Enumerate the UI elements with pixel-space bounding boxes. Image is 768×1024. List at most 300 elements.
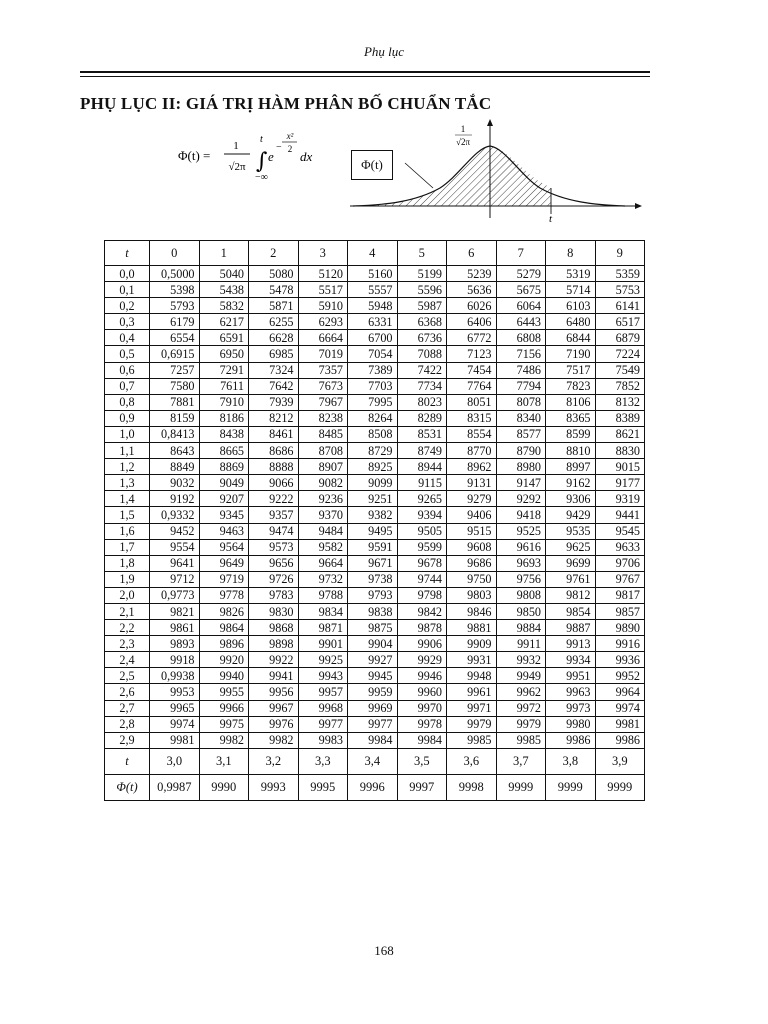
header-col-cell: 0	[150, 241, 200, 266]
table-cell: 5080	[249, 266, 299, 282]
table-cell: 5753	[595, 282, 645, 298]
table-cell: 9898	[249, 636, 299, 652]
row-t-cell: 0,4	[105, 330, 150, 346]
lower-phi-cell: 9997	[397, 774, 447, 800]
table-cell: 9279	[447, 491, 497, 507]
table-cell: 9968	[298, 700, 348, 716]
table-cell: 8849	[150, 459, 200, 475]
lower-t-cell: 3,9	[595, 748, 645, 774]
table-cell: 9066	[249, 475, 299, 491]
table-cell: 9936	[595, 652, 645, 668]
table-cell: 9890	[595, 620, 645, 636]
formula-upper-limit: t	[260, 134, 263, 145]
table-cell: 6844	[546, 330, 596, 346]
table-cell: 8438	[199, 426, 249, 442]
table-cell: 9319	[595, 491, 645, 507]
row-t-cell: 2,8	[105, 716, 150, 732]
table-cell: 9977	[298, 716, 348, 732]
table-cell: 9904	[348, 636, 398, 652]
table-cell: 6331	[348, 314, 398, 330]
row-t-cell: 1,7	[105, 539, 150, 555]
table-cell: 5319	[546, 266, 596, 282]
table-cell: 9767	[595, 571, 645, 587]
table-cell: 9641	[150, 555, 200, 571]
table-cell: 9981	[595, 716, 645, 732]
table-cell: 7852	[595, 378, 645, 394]
table-cell: 9808	[496, 587, 546, 603]
table-cell: 9982	[199, 732, 249, 748]
table-cell: 8790	[496, 443, 546, 459]
table-cell: 7967	[298, 394, 348, 410]
table-cell: 7734	[397, 378, 447, 394]
table-cell: 9857	[595, 603, 645, 619]
table-cell: 5714	[546, 282, 596, 298]
table-cell: 9474	[249, 523, 299, 539]
header-col-cell: 2	[249, 241, 299, 266]
table-cell: 7764	[447, 378, 497, 394]
table-cell: 7939	[249, 394, 299, 410]
table-cell: 6026	[447, 298, 497, 314]
table-cell: 9976	[249, 716, 299, 732]
table-cell: 9868	[249, 620, 299, 636]
table-cell: 8485	[298, 426, 348, 442]
lower-t-cell: 3,3	[298, 748, 348, 774]
row-t-cell: 0,2	[105, 298, 150, 314]
table-cell: 6480	[546, 314, 596, 330]
table-cell: 8365	[546, 410, 596, 426]
table-cell: 9345	[199, 507, 249, 523]
table-cell: 9535	[546, 523, 596, 539]
table-cell: 9649	[199, 555, 249, 571]
table-cell: 9984	[348, 732, 398, 748]
table-cell: 9864	[199, 620, 249, 636]
table-cell: 9940	[199, 668, 249, 684]
table-cell: 8770	[447, 443, 497, 459]
table-cell: 7580	[150, 378, 200, 394]
lower-t-row	[105, 748, 645, 774]
table-cell: 9591	[348, 539, 398, 555]
formula-frac-num: 1	[233, 140, 239, 152]
formula-exp-sign: −	[276, 142, 282, 153]
lower-t-cell: 3,4	[348, 748, 398, 774]
table-cell: 9834	[298, 603, 348, 619]
table-cell: 6950	[199, 346, 249, 362]
table-cell: 9452	[150, 523, 200, 539]
table-cell: 9505	[397, 523, 447, 539]
table-cell: 8577	[496, 426, 546, 442]
table-cell: 9850	[496, 603, 546, 619]
table-cell: 8869	[199, 459, 249, 475]
table-cell: 6736	[397, 330, 447, 346]
table-cell: 9147	[496, 475, 546, 491]
table-cell: 0,9332	[150, 507, 200, 523]
table-cell: 7995	[348, 394, 398, 410]
lower-t-cell: 3,0	[150, 748, 200, 774]
table-cell: 9842	[397, 603, 447, 619]
table-cell: 6406	[447, 314, 497, 330]
table-cell: 9916	[595, 636, 645, 652]
table-cell: 9979	[496, 716, 546, 732]
table-cell: 5517	[298, 282, 348, 298]
table-cell: 9946	[397, 668, 447, 684]
table-cell: 9893	[150, 636, 200, 652]
lower-phi-cell: 9999	[595, 774, 645, 800]
table-cell: 5438	[199, 282, 249, 298]
header-col-cell: 5	[397, 241, 447, 266]
table-cell: 9984	[397, 732, 447, 748]
table-cell: 8315	[447, 410, 497, 426]
lower-phi-cell: 9999	[546, 774, 596, 800]
table-cell: 6591	[199, 330, 249, 346]
table-cell: 9265	[397, 491, 447, 507]
table-row	[105, 491, 645, 507]
table-cell: 9418	[496, 507, 546, 523]
table-cell: 9961	[447, 684, 497, 700]
table-row	[105, 684, 645, 700]
lower-phi-cell: 9995	[298, 774, 348, 800]
table-cell: 9726	[249, 571, 299, 587]
formula-dx: dx	[300, 149, 313, 164]
table-cell: 9974	[150, 716, 200, 732]
row-t-cell: 0,6	[105, 362, 150, 378]
table-cell: 9744	[397, 571, 447, 587]
table-cell: 5239	[447, 266, 497, 282]
table-cell: 9957	[298, 684, 348, 700]
cdf-formula	[178, 128, 338, 188]
table-row	[105, 555, 645, 571]
table-cell: 5832	[199, 298, 249, 314]
table-cell: 5199	[397, 266, 447, 282]
table-cell: 8531	[397, 426, 447, 442]
table-cell: 9394	[397, 507, 447, 523]
table-cell: 9934	[546, 652, 596, 668]
table-cell: 9463	[199, 523, 249, 539]
table-row	[105, 636, 645, 652]
table-cell: 9678	[397, 555, 447, 571]
row-t-cell: 1,3	[105, 475, 150, 491]
table-cell: 5793	[150, 298, 200, 314]
table-cell: 6628	[249, 330, 299, 346]
row-t-cell: 2,1	[105, 603, 150, 619]
table-cell: 8132	[595, 394, 645, 410]
table-row	[105, 732, 645, 748]
row-t-cell: 2,6	[105, 684, 150, 700]
lower-t-label: t	[105, 748, 150, 774]
table-cell: 7257	[150, 362, 200, 378]
table-cell: 9706	[595, 555, 645, 571]
table-cell: 7881	[150, 394, 200, 410]
table-cell: 8212	[249, 410, 299, 426]
table-row	[105, 571, 645, 587]
table-cell: 8621	[595, 426, 645, 442]
table-header-row	[105, 241, 645, 266]
table-row	[105, 507, 645, 523]
formula-lower-limit: −∞	[255, 172, 268, 183]
table-cell: 9979	[447, 716, 497, 732]
table-cell: 9978	[397, 716, 447, 732]
table-cell: 8888	[249, 459, 299, 475]
row-t-cell: 1,1	[105, 443, 150, 459]
table-cell: 6664	[298, 330, 348, 346]
table-cell: 9884	[496, 620, 546, 636]
table-cell: 5359	[595, 266, 645, 282]
table-cell: 9441	[595, 507, 645, 523]
table-cell: 7389	[348, 362, 398, 378]
table-cell: 7019	[298, 346, 348, 362]
table-cell: 9608	[447, 539, 497, 555]
header-col-cell: 4	[348, 241, 398, 266]
table-row	[105, 314, 645, 330]
table-cell: 6064	[496, 298, 546, 314]
table-cell: 6879	[595, 330, 645, 346]
table-cell: 9964	[595, 684, 645, 700]
table-cell: 9906	[397, 636, 447, 652]
table-cell: 8708	[298, 443, 348, 459]
table-cell: 9871	[298, 620, 348, 636]
header-col-cell: 1	[199, 241, 249, 266]
table-row	[105, 700, 645, 716]
row-t-cell: 0,9	[105, 410, 150, 426]
table-cell: 7224	[595, 346, 645, 362]
table-cell: 0,9938	[150, 668, 200, 684]
row-t-cell: 2,5	[105, 668, 150, 684]
table-cell: 6554	[150, 330, 200, 346]
table-cell: 9633	[595, 539, 645, 555]
row-t-cell: 0,3	[105, 314, 150, 330]
table-row	[105, 459, 645, 475]
table-cell: 9656	[249, 555, 299, 571]
table-cell: 9838	[348, 603, 398, 619]
table-row	[105, 298, 645, 314]
lower-phi-cell: 0,9987	[150, 774, 200, 800]
table-cell: 6700	[348, 330, 398, 346]
table-cell: 8686	[249, 443, 299, 459]
table-cell: 9932	[496, 652, 546, 668]
table-cell: 0,9773	[150, 587, 200, 603]
table-cell: 7673	[298, 378, 348, 394]
table-cell: 9949	[496, 668, 546, 684]
table-cell: 9664	[298, 555, 348, 571]
table-row	[105, 346, 645, 362]
table-row	[105, 266, 645, 282]
table-cell: 6808	[496, 330, 546, 346]
table-cell: 8264	[348, 410, 398, 426]
table-cell: 6141	[595, 298, 645, 314]
table-cell: 9922	[249, 652, 299, 668]
table-cell: 9974	[595, 700, 645, 716]
table-cell: 9545	[595, 523, 645, 539]
table-cell: 9756	[496, 571, 546, 587]
lower-phi-label: Φ(t)	[105, 774, 150, 800]
row-t-cell: 1,2	[105, 459, 150, 475]
table-cell: 9941	[249, 668, 299, 684]
table-cell: 9985	[447, 732, 497, 748]
row-t-cell: 1,8	[105, 555, 150, 571]
table-row	[105, 652, 645, 668]
table-cell: 8599	[546, 426, 596, 442]
phi-label-box: Φ(t)	[351, 150, 393, 180]
table-cell: 5120	[298, 266, 348, 282]
table-row	[105, 410, 645, 426]
table-cell: 7422	[397, 362, 447, 378]
table-cell: 7910	[199, 394, 249, 410]
table-cell: 9778	[199, 587, 249, 603]
table-cell: 7794	[496, 378, 546, 394]
table-cell: 9986	[595, 732, 645, 748]
table-cell: 9878	[397, 620, 447, 636]
table-cell: 9162	[546, 475, 596, 491]
row-t-cell: 0,0	[105, 266, 150, 282]
header-col-cell: 3	[298, 241, 348, 266]
table-cell: 5636	[447, 282, 497, 298]
table-row	[105, 362, 645, 378]
table-cell: 5596	[397, 282, 447, 298]
table-cell: 9382	[348, 507, 398, 523]
table-cell: 9911	[496, 636, 546, 652]
table-cell: 8508	[348, 426, 398, 442]
table-cell: 9370	[298, 507, 348, 523]
table-cell: 9953	[150, 684, 200, 700]
table-cell: 9887	[546, 620, 596, 636]
table-row	[105, 539, 645, 555]
table-cell: 7123	[447, 346, 497, 362]
table-cell: 9920	[199, 652, 249, 668]
table-cell: 9980	[546, 716, 596, 732]
table-cell: 7823	[546, 378, 596, 394]
table-cell: 9977	[348, 716, 398, 732]
table-cell: 9798	[397, 587, 447, 603]
header-rule-thin	[80, 76, 650, 77]
table-cell: 9986	[546, 732, 596, 748]
table-cell: 9761	[546, 571, 596, 587]
table-cell: 9969	[348, 700, 398, 716]
table-cell: 7486	[496, 362, 546, 378]
table-row	[105, 716, 645, 732]
peak-label-den: √2π	[456, 137, 470, 147]
table-cell: 9817	[595, 587, 645, 603]
table-cell: 9732	[298, 571, 348, 587]
table-cell: 8461	[249, 426, 299, 442]
lower-phi-cell: 9993	[249, 774, 299, 800]
table-cell: 9099	[348, 475, 398, 491]
table-cell: 5948	[348, 298, 398, 314]
table-cell: 7190	[546, 346, 596, 362]
table-cell: 5478	[249, 282, 299, 298]
table-cell: 5040	[199, 266, 249, 282]
table-cell: 9970	[397, 700, 447, 716]
table-cell: 8643	[150, 443, 200, 459]
table-cell: 8665	[199, 443, 249, 459]
table-cell: 9881	[447, 620, 497, 636]
row-t-cell: 2,7	[105, 700, 150, 716]
table-cell: 9712	[150, 571, 200, 587]
table-cell: 9429	[546, 507, 596, 523]
formula-exp-den: 2	[287, 144, 293, 154]
table-cell: 8925	[348, 459, 398, 475]
table-cell: 7088	[397, 346, 447, 362]
table-cell: 9671	[348, 555, 398, 571]
table-cell: 8340	[496, 410, 546, 426]
formula-exp-num: x²	[286, 131, 294, 141]
table-cell: 9982	[249, 732, 299, 748]
table-cell: 8106	[546, 394, 596, 410]
table-cell: 8907	[298, 459, 348, 475]
lower-phi-cell: 9999	[496, 774, 546, 800]
lower-t-cell: 3,8	[546, 748, 596, 774]
table-cell: 9738	[348, 571, 398, 587]
row-t-cell: 1,6	[105, 523, 150, 539]
row-t-cell: 2,4	[105, 652, 150, 668]
table-cell: 9929	[397, 652, 447, 668]
phi-table	[104, 240, 645, 801]
row-t-cell: 0,8	[105, 394, 150, 410]
table-cell: 8159	[150, 410, 200, 426]
table-cell: 8389	[595, 410, 645, 426]
t-axis-label: t	[549, 213, 553, 225]
table-cell: 9846	[447, 603, 497, 619]
table-cell: 9750	[447, 571, 497, 587]
table-cell: 9495	[348, 523, 398, 539]
header-col-cell: 9	[595, 241, 645, 266]
table-cell: 7156	[496, 346, 546, 362]
table-cell: 9554	[150, 539, 200, 555]
table-cell: 9951	[546, 668, 596, 684]
table-cell: 9945	[348, 668, 398, 684]
table-cell: 9525	[496, 523, 546, 539]
row-t-cell: 2,3	[105, 636, 150, 652]
table-cell: 6772	[447, 330, 497, 346]
row-t-cell: 0,5	[105, 346, 150, 362]
table-cell: 8023	[397, 394, 447, 410]
table-row	[105, 282, 645, 298]
table-row	[105, 587, 645, 603]
lower-phi-cell: 9990	[199, 774, 249, 800]
table-cell: 9719	[199, 571, 249, 587]
lower-t-cell: 3,6	[447, 748, 497, 774]
row-t-cell: 2,2	[105, 620, 150, 636]
table-cell: 9306	[546, 491, 596, 507]
table-cell: 9357	[249, 507, 299, 523]
header-col-cell: 6	[447, 241, 497, 266]
table-cell: 9207	[199, 491, 249, 507]
table-cell: 5398	[150, 282, 200, 298]
lower-phi-cell: 9998	[447, 774, 497, 800]
table-cell: 8944	[397, 459, 447, 475]
table-cell: 9564	[199, 539, 249, 555]
table-cell: 9582	[298, 539, 348, 555]
table-cell: 6985	[249, 346, 299, 362]
row-t-cell: 1,4	[105, 491, 150, 507]
table-cell: 9015	[595, 459, 645, 475]
table-cell: 9783	[249, 587, 299, 603]
table-cell: 9909	[447, 636, 497, 652]
table-row	[105, 475, 645, 491]
table-cell: 6255	[249, 314, 299, 330]
table-cell: 9952	[595, 668, 645, 684]
table-cell: 9956	[249, 684, 299, 700]
table-cell: 5987	[397, 298, 447, 314]
table-row	[105, 394, 645, 410]
table-cell: 9963	[546, 684, 596, 700]
peak-label-num: 1	[460, 124, 466, 134]
row-t-cell: 1,9	[105, 571, 150, 587]
header-t-cell: t	[105, 241, 150, 266]
lower-t-cell: 3,1	[199, 748, 249, 774]
table-cell: 9115	[397, 475, 447, 491]
table-cell: 5279	[496, 266, 546, 282]
table-cell: 7549	[595, 362, 645, 378]
row-t-cell: 0,7	[105, 378, 150, 394]
